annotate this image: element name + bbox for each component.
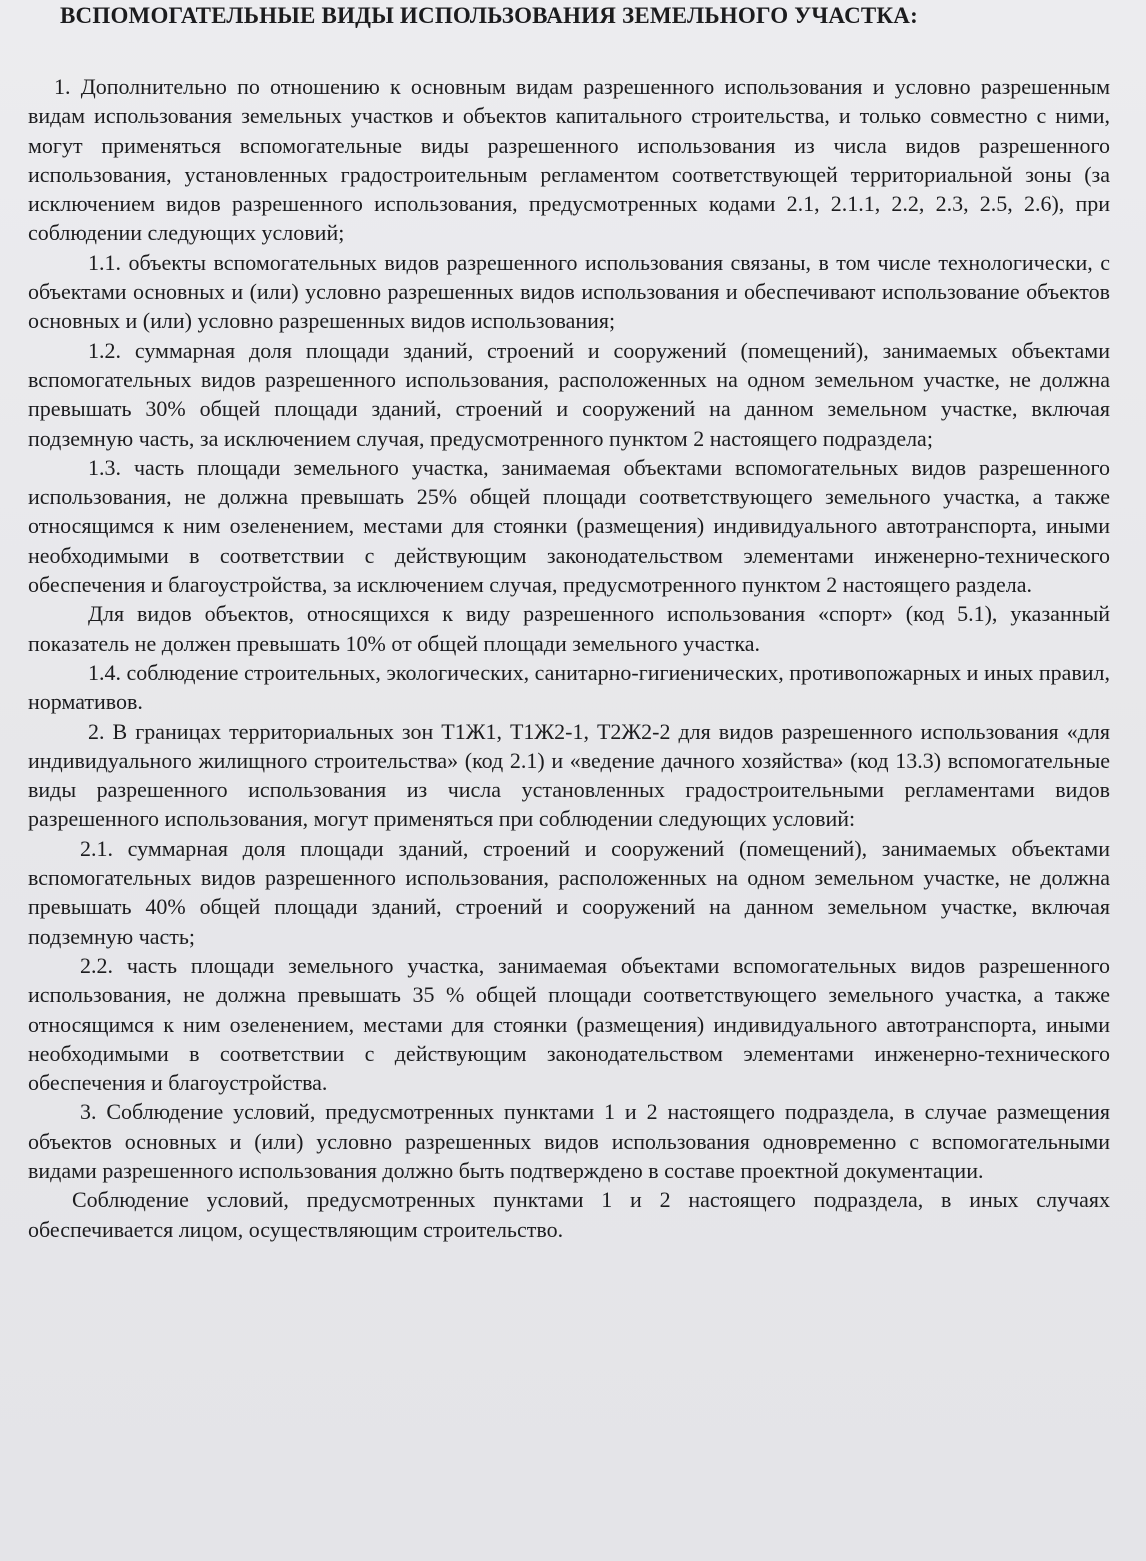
paragraph-1-4: 1.4. соблюдение строительных, экологических, санитарно-гигиенических, противопожарных и иных правил, нормативов. [28,659,1110,715]
paragraph-final: Соблюдение условий, предусмотренных пунктами 1 и 2 настоящего подраздела, в иных случаях обеспечивается лицом, осуществляющим строительство. [28,1187,1110,1242]
paragraph-2: 2. В границах территориальных зон Т1Ж1, Т1Ж2-1, Т2Ж2-2 для видов разрешенного использования «для индивидуального жилищного строительства» (код 2.1) и «ведение дачного хозяйства» (код 13.3) вспомогательные виды разрешенного использования из числа установленных градостроительными регламентами видов разрешенного использования, могут применяться при соблюдении следующих условий: [28,718,1110,832]
document-title: ВСПОМОГАТЕЛЬНЫЕ ВИДЫ ИСПОЛЬЗОВАНИЯ ЗЕМЕЛЬНОГО УЧАСТКА: [60,3,918,28]
paragraph-1: 1. Дополнительно по отношению к основным видам разрешенного использования и условно разрешенным видам использования земельных участков и объектов капитального строительства, и только совместно с ними, могут применяться вспомогательные виды разрешенного использования из числа видов разрешенного использования, установленных градостроительным регламентом соответствующей территориальной зоны (за исключением видов разрешенного использования, предусмотренных кодами 2.1, 2.1.1, 2.2, 2.3, 2.5, 2.6), при соблюдении следующих условий; [28,74,1110,246]
paragraph-1-3: 1.3. часть площади земельного участка, занимаемая объектами вспомогательных видов разрешенного использования, не должна превышать 25% общей площади соответствующего земельного участка, а также относящимся к ним озеленением, местами для стоянки (размещения) индивидуального автотранспорта, иными необходимыми в соответствии с действующим законодательством элементами инженерно-технического обеспечения и благоустройства, за исключением случая, предусмотренного пунктом 2 настоящего раздела. [28,454,1110,598]
document-body [28,72,1110,1244]
paragraph-2-1: 2.1. суммарная доля площади зданий, строений и сооружений (помещений), занимаемых объектами вспомогательных видов разрешенного использования, расположенных на одном земельном участке, не должна превышать 40% общей площади зданий, строений и сооружений на данном земельном участке, включая подземную часть; [28,835,1110,949]
paragraph-sport-note: Для видов объектов, относящихся к виду разрешенного использования «спорт» (код 5.1), указанный показатель не должен превышать 10% от общей площади земельного участка. [28,601,1110,656]
paragraph-1-1: 1.1. объекты вспомогательных видов разрешенного использования связаны, в том числе технологически, с объектами основных и (или) условно разрешенных видов использования и обеспечивают использование объектов основных и (или) условно разрешенных видов использования; [28,249,1110,334]
paragraph-3: 3. Соблюдение условий, предусмотренных пунктами 1 и 2 настоящего подраздела, в случае размещения объектов основных и (или) условно разрешенных видов использования одновременно с вспомогательными видами разрешенного использования должно быть подтверждено в составе проектной документации. [28,1099,1110,1183]
paragraph-2-2: 2.2. часть площади земельного участка, занимаемая объектами вспомогательных видов разрешенного использования, не должна превышать 35 % общей площади соответствующего земельного участка, а также относящимся к ним озеленением, местами для стоянки (размещения) индивидуального автотранспорта, иными необходимыми в соответствии с действующим законодательством элементами инженерно-технического обеспечения и благоустройства. [28,952,1110,1096]
paragraph-1-2: 1.2. суммарная доля площади зданий, строений и сооружений (помещений), занимаемых объектами вспомогательных видов разрешенного использования, расположенных на одном земельном участке, не должна превышать 30% общей площади зданий, строений и сооружений на данном земельном участке, включая подземную часть, за исключением случая, предусмотренного пунктом 2 настоящего подраздела; [28,337,1110,451]
